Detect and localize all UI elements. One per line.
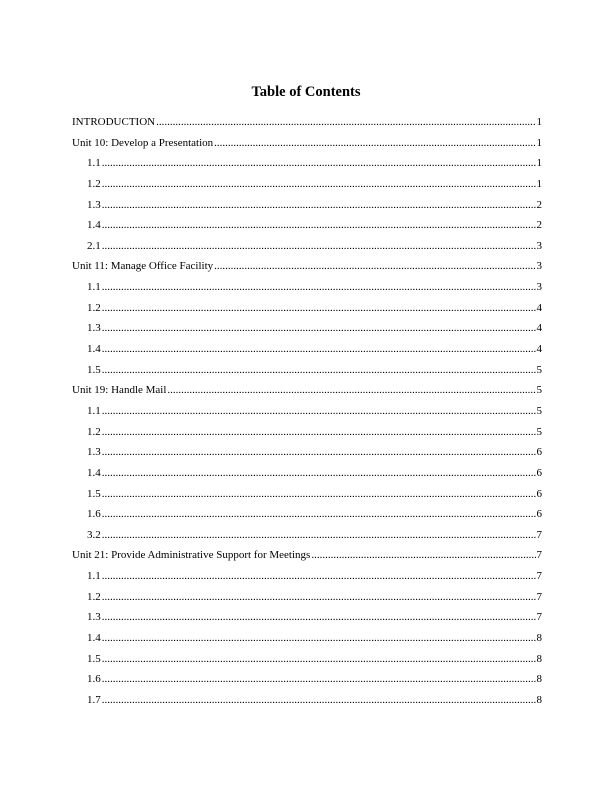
toc-title: Table of Contents bbox=[251, 84, 361, 100]
toc-dot-leader bbox=[102, 339, 536, 360]
toc-dot-leader bbox=[102, 649, 536, 670]
toc-subsection-entry[interactable] bbox=[72, 318, 542, 339]
toc-page-number: 7 bbox=[536, 611, 542, 624]
toc-page-number: 1 bbox=[536, 116, 542, 128]
toc-subsection-entry[interactable] bbox=[72, 236, 542, 257]
toc-dot-leader bbox=[102, 318, 536, 339]
toc-entry-label: 2.1 bbox=[87, 239, 101, 252]
toc-subsection-entry[interactable] bbox=[72, 690, 542, 711]
toc-page-number: 4 bbox=[536, 322, 542, 335]
toc-entry-label: Unit 11: Manage Office Facility bbox=[72, 260, 214, 273]
toc-page-number: 1 bbox=[536, 136, 542, 149]
toc-subsection-entry[interactable] bbox=[72, 339, 542, 360]
toc-page-number: 5 bbox=[536, 425, 542, 438]
toc-entry-label: 1.2 bbox=[87, 301, 101, 314]
toc-dot-leader bbox=[214, 133, 535, 154]
toc-subsection-entry[interactable] bbox=[72, 401, 542, 422]
toc-dot-leader bbox=[102, 215, 536, 236]
toc-entry-label: 1.5 bbox=[87, 363, 101, 376]
toc-page-number: 2 bbox=[536, 219, 542, 232]
toc-subsection-entry[interactable] bbox=[72, 195, 542, 216]
toc-dot-leader bbox=[102, 153, 536, 174]
toc-subsection-entry[interactable] bbox=[72, 525, 542, 546]
toc-page-number: 7 bbox=[536, 549, 542, 562]
toc-section-entry[interactable] bbox=[72, 256, 542, 277]
toc-subsection-entry[interactable] bbox=[72, 360, 542, 381]
toc-entry-label: 1.5 bbox=[87, 487, 101, 500]
toc-dot-leader bbox=[102, 360, 536, 381]
toc-entry-label: 1.2 bbox=[87, 425, 101, 438]
toc-page-number: 7 bbox=[536, 528, 542, 541]
toc-dot-leader bbox=[102, 236, 536, 257]
toc-dot-leader bbox=[311, 545, 535, 566]
toc-subsection-entry[interactable] bbox=[72, 504, 542, 525]
toc-page-number: 4 bbox=[536, 301, 542, 314]
toc-page-number: 6 bbox=[536, 446, 542, 459]
toc-page-number: 6 bbox=[536, 487, 542, 500]
toc-page-number: 6 bbox=[536, 508, 542, 521]
toc-page-number: 3 bbox=[536, 281, 542, 294]
toc-section-entry[interactable] bbox=[72, 545, 542, 566]
toc-subsection-entry[interactable] bbox=[72, 649, 542, 670]
toc-entry-label: 1.2 bbox=[87, 177, 101, 190]
toc-dot-leader bbox=[102, 195, 536, 216]
toc-entry-label: 1.4 bbox=[87, 219, 101, 232]
toc-subsection-entry[interactable] bbox=[72, 628, 542, 649]
toc-entry-label: 1.1 bbox=[87, 404, 101, 417]
toc-subsection-entry[interactable] bbox=[72, 669, 542, 690]
toc-entry-label: 1.3 bbox=[87, 322, 101, 335]
toc-entry-label: 1.1 bbox=[87, 157, 101, 170]
toc-dot-leader bbox=[102, 174, 536, 195]
toc-dot-leader bbox=[102, 484, 536, 505]
toc-subsection-entry[interactable] bbox=[72, 422, 542, 443]
toc-dot-leader bbox=[102, 690, 536, 711]
toc-section-entry[interactable] bbox=[72, 133, 542, 154]
toc-subsection-entry[interactable] bbox=[72, 587, 542, 608]
toc-entry-label: Unit 10: Develop a Presentation bbox=[72, 136, 214, 149]
toc-page-number: 4 bbox=[536, 343, 542, 356]
toc-subsection-entry[interactable] bbox=[72, 484, 542, 505]
toc-page-number: 5 bbox=[536, 384, 542, 397]
toc-dot-leader bbox=[102, 401, 536, 422]
toc-page-number: 1 bbox=[536, 157, 542, 170]
toc-dot-leader bbox=[102, 422, 536, 443]
toc-entry-label: 1.1 bbox=[87, 570, 101, 583]
toc-entry-label: 1.4 bbox=[87, 632, 101, 645]
toc-page-number: 7 bbox=[536, 570, 542, 583]
toc-entry-label: 1.3 bbox=[87, 198, 101, 211]
toc-page-number: 6 bbox=[536, 466, 542, 479]
toc-section-entry[interactable] bbox=[72, 112, 542, 133]
toc-page-number: 8 bbox=[536, 673, 542, 686]
toc-page-number: 3 bbox=[536, 239, 542, 252]
toc-subsection-entry[interactable] bbox=[72, 566, 542, 587]
toc-subsection-entry[interactable] bbox=[72, 442, 542, 463]
toc-subsection-entry[interactable] bbox=[72, 153, 542, 174]
toc-page-number: 5 bbox=[536, 363, 542, 376]
toc-page-number: 1 bbox=[536, 177, 542, 190]
toc-dot-leader bbox=[102, 504, 536, 525]
toc-page-number: 8 bbox=[536, 652, 542, 665]
table-of-contents bbox=[72, 112, 542, 711]
toc-dot-leader bbox=[102, 525, 536, 546]
toc-entry-label: 1.2 bbox=[87, 590, 101, 603]
toc-dot-leader bbox=[102, 587, 536, 608]
toc-page-number: 5 bbox=[536, 404, 542, 417]
toc-dot-leader bbox=[102, 607, 536, 628]
toc-dot-leader bbox=[102, 298, 536, 319]
toc-dot-leader bbox=[102, 669, 536, 690]
toc-page-number: 3 bbox=[536, 260, 542, 273]
toc-dot-leader bbox=[167, 380, 535, 401]
toc-entry-label: 1.1 bbox=[87, 281, 101, 294]
toc-subsection-entry[interactable] bbox=[72, 607, 542, 628]
toc-entry-label: 1.4 bbox=[87, 466, 101, 479]
toc-subsection-entry[interactable] bbox=[72, 463, 542, 484]
toc-subsection-entry[interactable] bbox=[72, 277, 542, 298]
toc-page-number: 8 bbox=[536, 632, 542, 645]
toc-subsection-entry[interactable] bbox=[72, 215, 542, 236]
toc-entry-label: Unit 21: Provide Administrative Support for Meetings bbox=[72, 549, 311, 562]
toc-entry-label: 3.2 bbox=[87, 528, 101, 541]
toc-entry-label: 1.7 bbox=[87, 693, 101, 706]
toc-entry-label: 1.6 bbox=[87, 673, 101, 686]
toc-subsection-entry[interactable] bbox=[72, 174, 542, 195]
toc-dot-leader bbox=[102, 566, 536, 587]
toc-dot-leader bbox=[214, 256, 535, 277]
toc-entry-label: Unit 19: Handle Mail bbox=[72, 384, 167, 397]
toc-page-number: 7 bbox=[536, 590, 542, 603]
toc-entry-label: 1.5 bbox=[87, 652, 101, 665]
toc-entry-label: 1.6 bbox=[87, 508, 101, 521]
toc-dot-leader bbox=[102, 463, 536, 484]
toc-entry-label: 1.4 bbox=[87, 343, 101, 356]
toc-dot-leader bbox=[102, 277, 536, 298]
toc-page-number: 8 bbox=[536, 693, 542, 706]
toc-dot-leader bbox=[102, 442, 536, 463]
toc-dot-leader bbox=[156, 112, 535, 133]
toc-entry-label: INTRODUCTION bbox=[72, 116, 156, 128]
toc-page-number: 2 bbox=[536, 198, 542, 211]
toc-subsection-entry[interactable] bbox=[72, 298, 542, 319]
toc-entry-label: 1.3 bbox=[87, 446, 101, 459]
toc-entry-label: 1.3 bbox=[87, 611, 101, 624]
toc-dot-leader bbox=[102, 628, 536, 649]
toc-section-entry[interactable] bbox=[72, 380, 542, 401]
